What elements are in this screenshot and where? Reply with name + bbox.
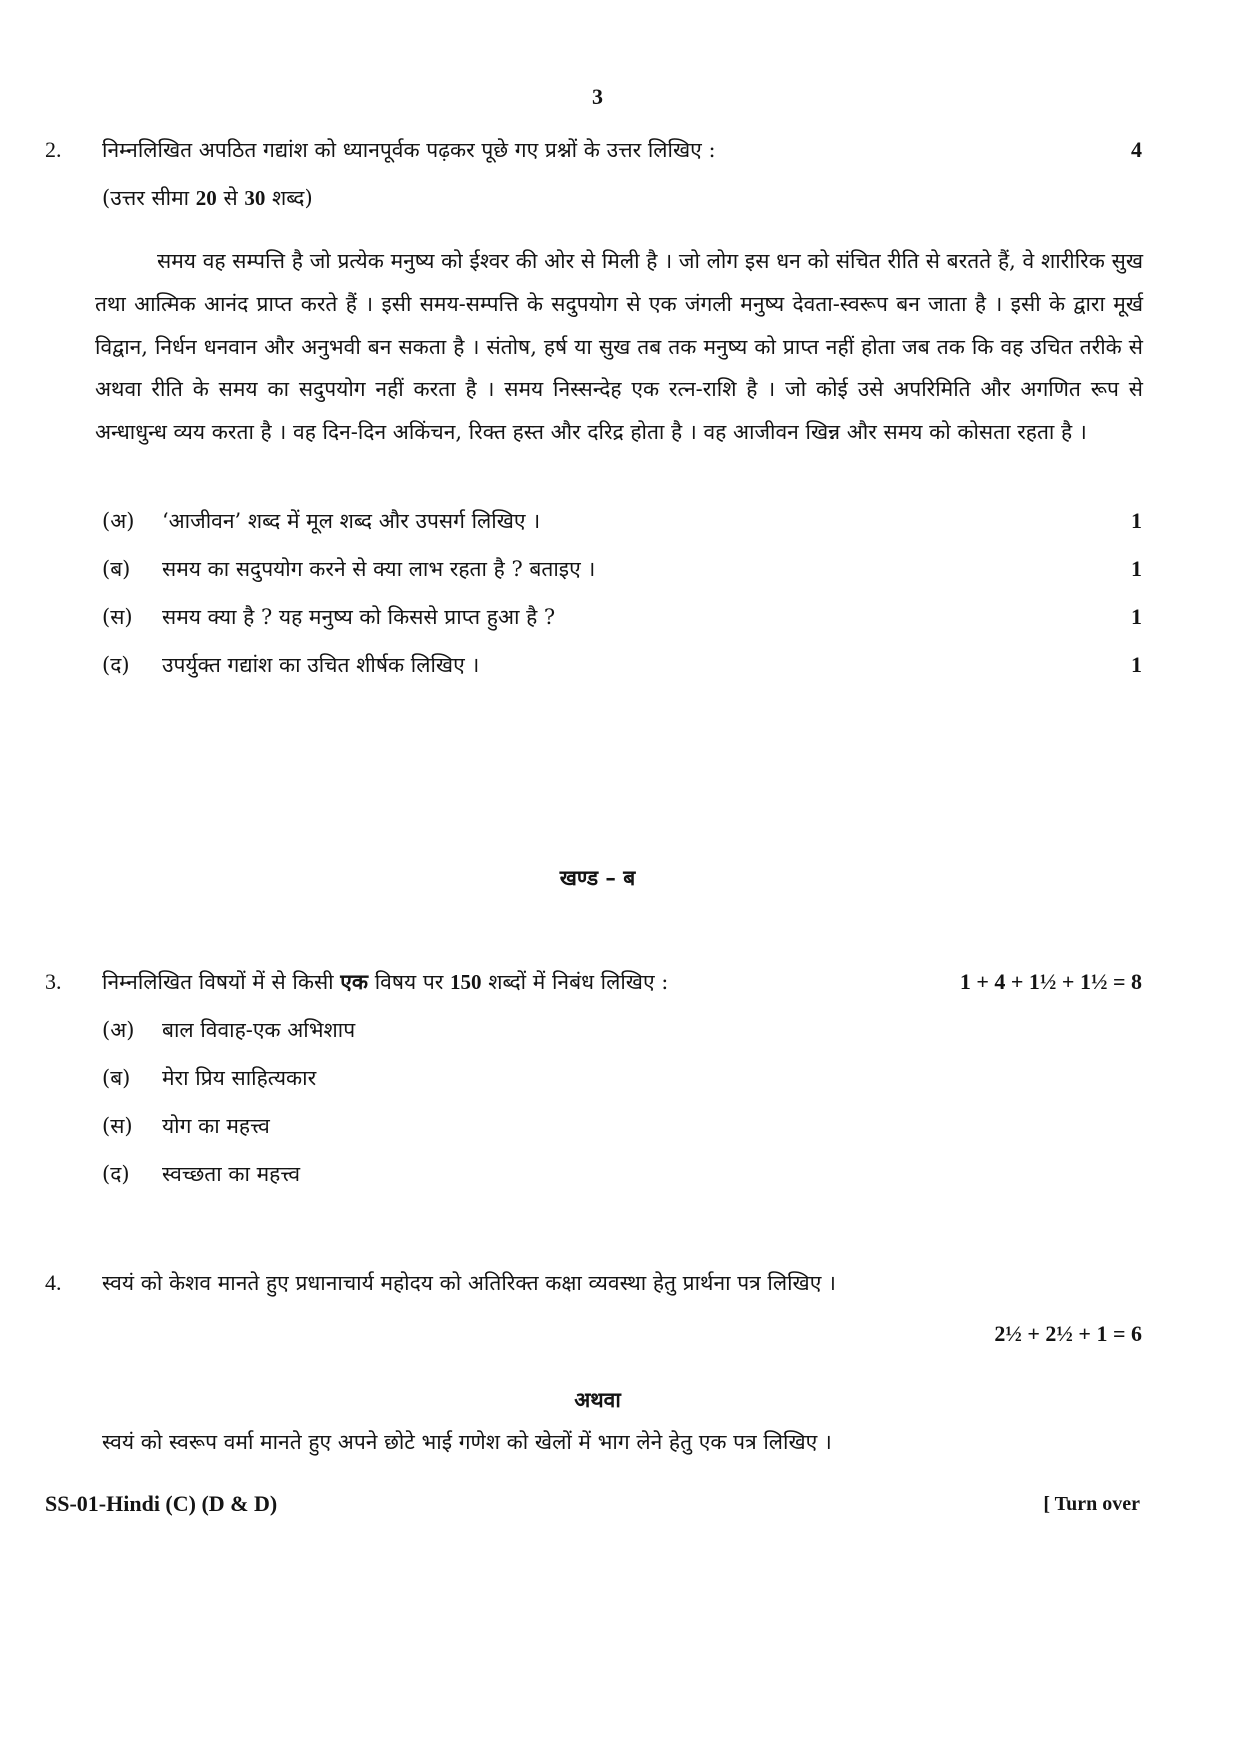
essay-topic bbox=[102, 1112, 270, 1140]
q2-sub-question bbox=[102, 507, 540, 535]
q2-sub-text: समय क्या है ? यह मनुष्य को किससे प्राप्त हुआ है ? bbox=[162, 605, 556, 629]
q2-sub-marks: 1 bbox=[1131, 604, 1142, 629]
q2-sub-text: उपर्युक्त गद्यांश का उचित शीर्षक लिखिए । bbox=[162, 653, 480, 677]
unseen-passage: समय वह सम्पत्ति है जो प्रत्येक मनुष्य को ईश्वर की ओर से मिली है । जो लोग इस धन को संचित रीति से बरतते हैं, वे शारीरिक सुख तथा आत्मिक आनंद प्राप्त करते हैं । इसी समय-सम्पत्ति के सदुपयोग से एक जंगली मनुष्य देवता-स्वरूप बन जाता है । इसी के द्वारा मूर्ख विद्वान, निर्धन धनवान और अनुभवी बन सकता है । संतोष, हर्ष या सुख तब तक मनुष्य को प्राप्त नहीं होता जब तक कि वह उचित तरीके से अथवा रीति के समय का सदुपयोग नहीं करता है । समय निस्सन्देह एक रत्न-राशि है । जो कोई उसे अपरिमिति और अगणित रूप से अन्धाधुन्ध व्यय करता है । वह दिन-दिन अकिंचन, रिक्त हस्त और दरिद्र होता है । वह आजीवन खिन्न और समय को कोसता रहता है । bbox=[95, 249, 1143, 445]
q2-sub-question bbox=[102, 603, 555, 631]
question-4-marks: 2½ + 2½ + 1 = 6 bbox=[994, 1321, 1142, 1346]
essay-topic-label: (स) bbox=[102, 1114, 133, 1138]
page-number: 3 bbox=[592, 84, 603, 109]
essay-topic-label: (अ) bbox=[102, 1018, 135, 1042]
question-3-marks: 1 + 4 + 1½ + 1½ = 8 bbox=[959, 969, 1142, 994]
question-3-instruction: निम्नलिखित विषयों में से किसी एक विषय पर 150 शब्दों में निबंध लिखिए : bbox=[102, 969, 669, 994]
q2-sub-marks: 1 bbox=[1131, 652, 1142, 677]
essay-topic bbox=[102, 1064, 316, 1092]
q2-sub-label: (अ) bbox=[102, 509, 135, 533]
q2-sub-text: ‘आजीवन’ शब्द में मूल शब्द और उपसर्ग लिखिए । bbox=[162, 509, 541, 533]
question-2-word-limit: (उत्तर सीमा 20 से 30 शब्द) bbox=[102, 186, 313, 210]
section-heading: खण्ड – ब bbox=[559, 865, 636, 890]
or-divider: अथवा bbox=[574, 1387, 621, 1412]
question-4-number: 4. bbox=[45, 1270, 62, 1295]
q2-sub-question bbox=[102, 555, 595, 583]
essay-topic-text: स्वच्छता का महत्त्व bbox=[162, 1162, 301, 1186]
question-2-instruction: निम्नलिखित अपठित गद्यांश को ध्यानपूर्वक पढ़कर पूछे गए प्रश्नों के उत्तर लिखिए : bbox=[102, 138, 716, 162]
essay-topic-text: बाल विवाह-एक अभिशाप bbox=[162, 1018, 356, 1042]
question-3-number: 3. bbox=[45, 969, 62, 994]
turn-over-note: [ Turn over bbox=[1043, 1493, 1140, 1515]
question-2-number: 2. bbox=[45, 137, 62, 162]
essay-topic bbox=[102, 1160, 300, 1188]
question-4-alternative: स्वयं को स्वरूप वर्मा मानते हुए अपने छोटे भाई गणेश को खेलों में भाग लेने हेतु एक पत्र लिखिए । bbox=[102, 1430, 832, 1454]
q2-sub-label: (ब) bbox=[102, 557, 131, 581]
q2-sub-text: समय का सदुपयोग करने से क्या लाभ रहता है ? बताइए । bbox=[162, 557, 596, 581]
essay-topic-label: (द) bbox=[102, 1162, 130, 1186]
essay-topic bbox=[102, 1016, 355, 1044]
essay-topic-text: योग का महत्त्व bbox=[162, 1114, 270, 1138]
q2-sub-label: (स) bbox=[102, 605, 133, 629]
question-2-marks: 4 bbox=[1131, 137, 1142, 162]
q2-sub-question bbox=[102, 651, 479, 679]
paper-code: SS-01-Hindi (C) (D & D) bbox=[45, 1491, 278, 1516]
q2-sub-marks: 1 bbox=[1131, 556, 1142, 581]
essay-topic-text: मेरा प्रिय साहित्यकार bbox=[162, 1066, 317, 1090]
question-4-text: स्वयं को केशव मानते हुए प्रधानाचार्य महोदय को अतिरिक्त कक्षा व्यवस्था हेतु प्रार्थना पत्र लिखिए । bbox=[102, 1271, 836, 1295]
q2-sub-label: (द) bbox=[102, 653, 130, 677]
essay-topic-label: (ब) bbox=[102, 1066, 131, 1090]
q2-sub-marks: 1 bbox=[1131, 508, 1142, 533]
